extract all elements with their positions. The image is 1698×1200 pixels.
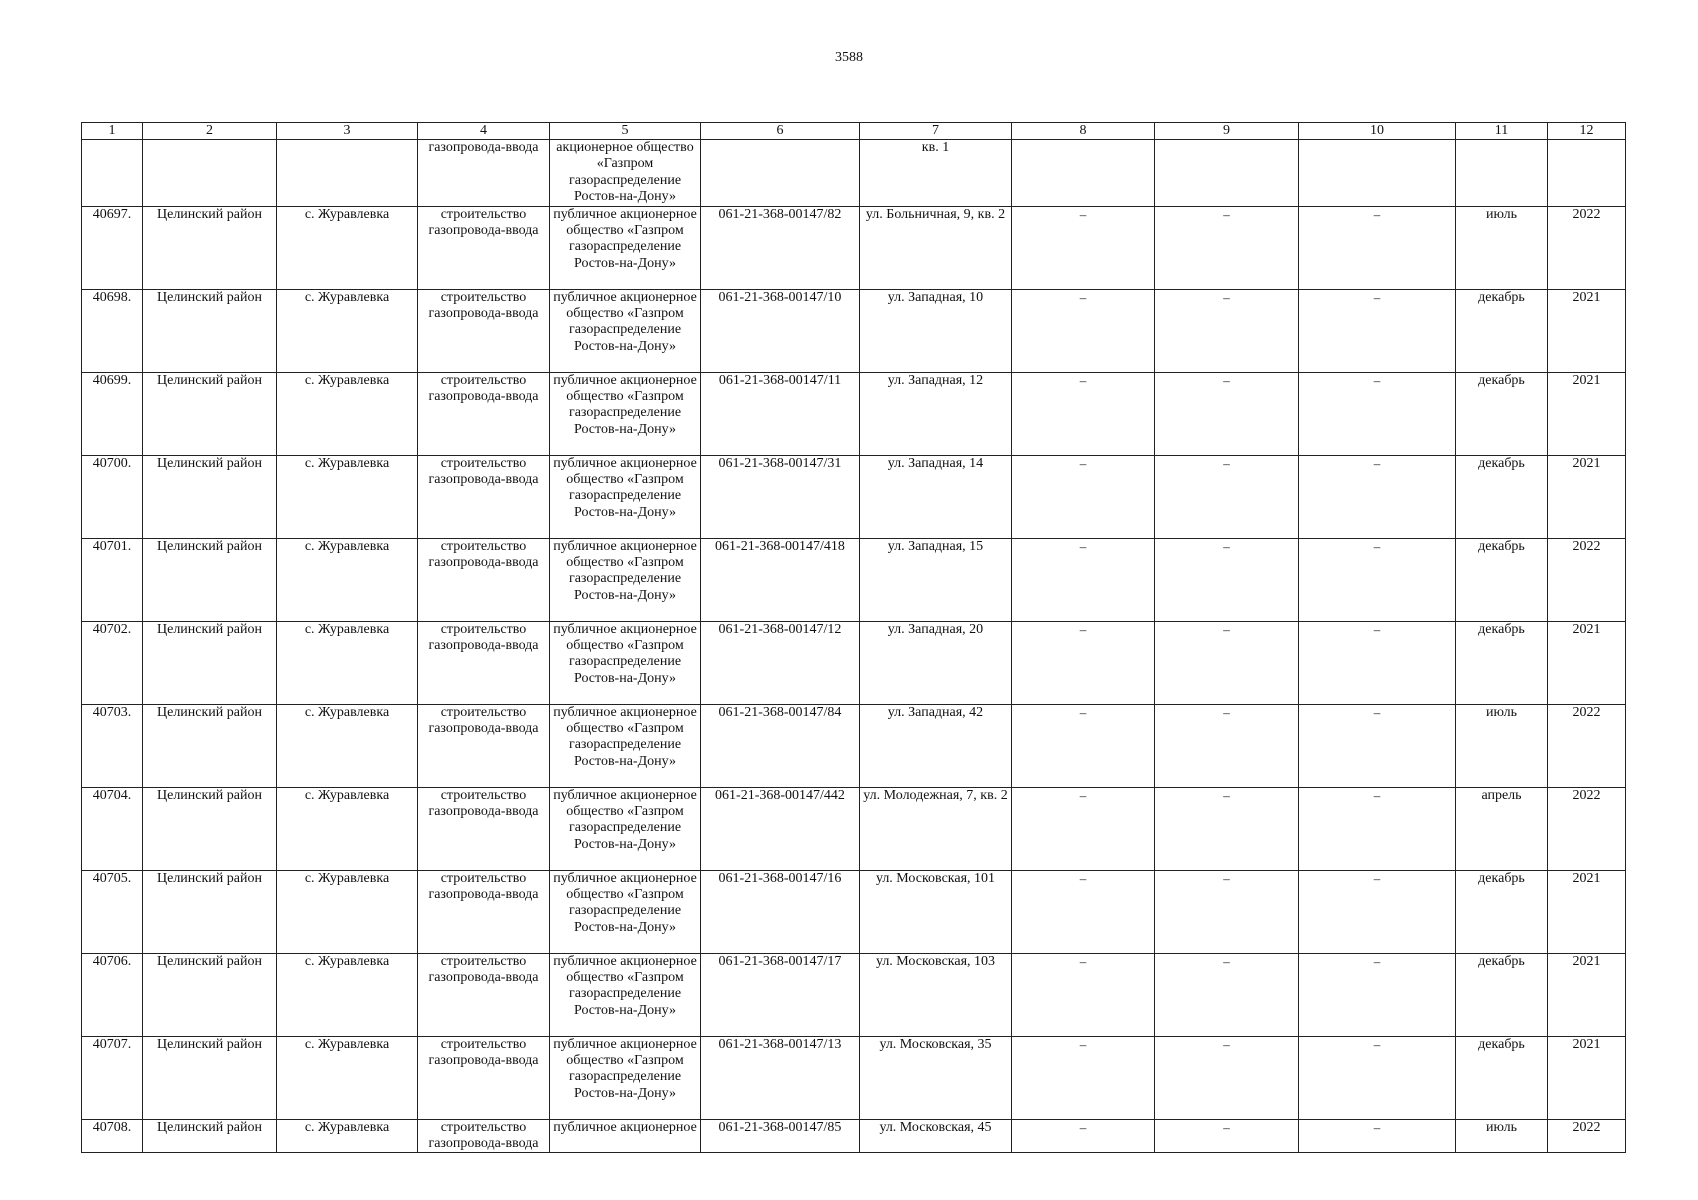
locality-cell: с. Журавлевка	[277, 455, 418, 538]
column-8-cell: –	[1012, 1119, 1155, 1153]
work-type-cell: строительство газопровода-ввода	[418, 455, 550, 538]
work-type-cell: строительство газопровода-ввода	[418, 704, 550, 787]
work-type-cell: строительство газопровода-ввода	[418, 870, 550, 953]
locality-cell: с. Журавлевка	[277, 1036, 418, 1119]
locality-cell: с. Журавлевка	[277, 1119, 418, 1153]
registration-number-cell: 061-21-368-00147/84	[701, 704, 860, 787]
row-number-cell: 40698.	[82, 289, 143, 372]
organization-cell: публичное акционерное	[550, 1119, 701, 1153]
address-cell: ул. Западная, 15	[860, 538, 1012, 621]
month-cell: июль	[1456, 704, 1548, 787]
column-10-cell: –	[1299, 870, 1456, 953]
registration-number-cell: 061-21-368-00147/11	[701, 372, 860, 455]
organization-cell: публичное акционерное общество «Газпром газораспределение Ростов-на-Дону»	[550, 538, 701, 621]
month-cell: апрель	[1456, 787, 1548, 870]
month-cell: декабрь	[1456, 538, 1548, 621]
district-cell: Целинский район	[143, 1119, 277, 1153]
row-number-cell: 40708.	[82, 1119, 143, 1153]
column-8-cell: –	[1012, 372, 1155, 455]
table-row	[82, 870, 1626, 953]
column-header: 3	[277, 123, 418, 140]
column-8-cell	[1012, 140, 1155, 207]
locality-cell: с. Журавлевка	[277, 289, 418, 372]
year-cell: 2021	[1548, 953, 1626, 1036]
table-row	[82, 538, 1626, 621]
district-cell: Целинский район	[143, 870, 277, 953]
row-number-cell: 40701.	[82, 538, 143, 621]
row-number-cell: 40707.	[82, 1036, 143, 1119]
column-8-cell: –	[1012, 870, 1155, 953]
column-10-cell: –	[1299, 206, 1456, 289]
locality-cell: с. Журавлевка	[277, 538, 418, 621]
district-cell	[143, 140, 277, 207]
district-cell: Целинский район	[143, 621, 277, 704]
address-cell: ул. Западная, 10	[860, 289, 1012, 372]
column-9-cell: –	[1155, 455, 1299, 538]
year-cell: 2022	[1548, 538, 1626, 621]
register-table	[81, 122, 1626, 1153]
table-row	[82, 1036, 1626, 1119]
month-cell: декабрь	[1456, 1036, 1548, 1119]
row-number-cell: 40700.	[82, 455, 143, 538]
column-8-cell: –	[1012, 455, 1155, 538]
district-cell: Целинский район	[143, 289, 277, 372]
column-10-cell	[1299, 140, 1456, 207]
row-number-cell: 40697.	[82, 206, 143, 289]
organization-cell: публичное акционерное общество «Газпром газораспределение Ростов-на-Дону»	[550, 870, 701, 953]
work-type-cell: строительство газопровода-ввода	[418, 1119, 550, 1153]
address-cell: ул. Западная, 14	[860, 455, 1012, 538]
district-cell: Целинский район	[143, 787, 277, 870]
table-row	[82, 787, 1626, 870]
locality-cell: с. Журавлевка	[277, 621, 418, 704]
table-row	[82, 704, 1626, 787]
year-cell: 2022	[1548, 1119, 1626, 1153]
table-row	[82, 140, 1626, 207]
locality-cell: с. Журавлевка	[277, 206, 418, 289]
header-row	[82, 123, 1626, 140]
address-cell: ул. Московская, 35	[860, 1036, 1012, 1119]
year-cell: 2021	[1548, 1036, 1626, 1119]
column-10-cell: –	[1299, 455, 1456, 538]
column-9-cell: –	[1155, 1036, 1299, 1119]
column-header: 5	[550, 123, 701, 140]
column-10-cell: –	[1299, 538, 1456, 621]
address-cell: ул. Московская, 45	[860, 1119, 1012, 1153]
work-type-cell: строительство газопровода-ввода	[418, 953, 550, 1036]
column-8-cell: –	[1012, 289, 1155, 372]
organization-cell: публичное акционерное общество «Газпром газораспределение Ростов-на-Дону»	[550, 953, 701, 1036]
locality-cell: с. Журавлевка	[277, 372, 418, 455]
column-8-cell: –	[1012, 953, 1155, 1036]
registration-number-cell: 061-21-368-00147/442	[701, 787, 860, 870]
column-9-cell: –	[1155, 372, 1299, 455]
district-cell: Целинский район	[143, 953, 277, 1036]
column-8-cell: –	[1012, 1036, 1155, 1119]
column-header: 6	[701, 123, 860, 140]
registration-number-cell: 061-21-368-00147/31	[701, 455, 860, 538]
row-number-cell: 40705.	[82, 870, 143, 953]
column-header: 8	[1012, 123, 1155, 140]
row-number-cell: 40704.	[82, 787, 143, 870]
column-header: 10	[1299, 123, 1456, 140]
table-row	[82, 455, 1626, 538]
work-type-cell: строительство газопровода-ввода	[418, 372, 550, 455]
column-10-cell: –	[1299, 787, 1456, 870]
column-9-cell: –	[1155, 1119, 1299, 1153]
address-cell: ул. Западная, 12	[860, 372, 1012, 455]
column-8-cell: –	[1012, 206, 1155, 289]
district-cell: Целинский район	[143, 372, 277, 455]
column-9-cell: –	[1155, 538, 1299, 621]
work-type-cell: строительство газопровода-ввода	[418, 206, 550, 289]
district-cell: Целинский район	[143, 538, 277, 621]
organization-cell: публичное акционерное общество «Газпром газораспределение Ростов-на-Дону»	[550, 289, 701, 372]
organization-cell: публичное акционерное общество «Газпром газораспределение Ростов-на-Дону»	[550, 621, 701, 704]
column-9-cell: –	[1155, 704, 1299, 787]
month-cell: декабрь	[1456, 372, 1548, 455]
organization-cell: акционерное общество «Газпром газораспределение Ростов-на-Дону»	[550, 140, 701, 207]
locality-cell: с. Журавлевка	[277, 787, 418, 870]
column-header: 2	[143, 123, 277, 140]
year-cell: 2022	[1548, 206, 1626, 289]
month-cell: декабрь	[1456, 455, 1548, 538]
work-type-cell: строительство газопровода-ввода	[418, 621, 550, 704]
column-header: 4	[418, 123, 550, 140]
column-9-cell: –	[1155, 206, 1299, 289]
column-header: 9	[1155, 123, 1299, 140]
column-header: 1	[82, 123, 143, 140]
table-row	[82, 953, 1626, 1036]
work-type-cell: газопровода-ввода	[418, 140, 550, 207]
column-9-cell: –	[1155, 870, 1299, 953]
registration-number-cell: 061-21-368-00147/10	[701, 289, 860, 372]
organization-cell: публичное акционерное общество «Газпром газораспределение Ростов-на-Дону»	[550, 206, 701, 289]
column-10-cell: –	[1299, 1036, 1456, 1119]
year-cell: 2021	[1548, 455, 1626, 538]
column-header: 11	[1456, 123, 1548, 140]
address-cell: ул. Западная, 42	[860, 704, 1012, 787]
year-cell	[1548, 140, 1626, 207]
locality-cell: с. Журавлевка	[277, 953, 418, 1036]
district-cell: Целинский район	[143, 206, 277, 289]
year-cell: 2021	[1548, 870, 1626, 953]
month-cell: декабрь	[1456, 289, 1548, 372]
month-cell: декабрь	[1456, 870, 1548, 953]
district-cell: Целинский район	[143, 455, 277, 538]
column-9-cell: –	[1155, 289, 1299, 372]
row-number-cell: 40703.	[82, 704, 143, 787]
address-cell: ул. Московская, 103	[860, 953, 1012, 1036]
column-8-cell: –	[1012, 538, 1155, 621]
column-10-cell: –	[1299, 372, 1456, 455]
column-10-cell: –	[1299, 621, 1456, 704]
row-number-cell: 40702.	[82, 621, 143, 704]
year-cell: 2022	[1548, 704, 1626, 787]
address-cell: кв. 1	[860, 140, 1012, 207]
work-type-cell: строительство газопровода-ввода	[418, 1036, 550, 1119]
month-cell: декабрь	[1456, 953, 1548, 1036]
registration-number-cell: 061-21-368-00147/13	[701, 1036, 860, 1119]
locality-cell: с. Журавлевка	[277, 704, 418, 787]
registration-number-cell: 061-21-368-00147/85	[701, 1119, 860, 1153]
district-cell: Целинский район	[143, 1036, 277, 1119]
year-cell: 2022	[1548, 787, 1626, 870]
month-cell	[1456, 140, 1548, 207]
address-cell: ул. Больничная, 9, кв. 2	[860, 206, 1012, 289]
table-row	[82, 289, 1626, 372]
registration-number-cell: 061-21-368-00147/17	[701, 953, 860, 1036]
registration-number-cell: 061-21-368-00147/12	[701, 621, 860, 704]
registration-number-cell: 061-21-368-00147/418	[701, 538, 860, 621]
organization-cell: публичное акционерное общество «Газпром газораспределение Ростов-на-Дону»	[550, 455, 701, 538]
column-8-cell: –	[1012, 621, 1155, 704]
organization-cell: публичное акционерное общество «Газпром газораспределение Ростов-на-Дону»	[550, 704, 701, 787]
month-cell: декабрь	[1456, 621, 1548, 704]
column-10-cell: –	[1299, 1119, 1456, 1153]
column-header: 7	[860, 123, 1012, 140]
column-10-cell: –	[1299, 289, 1456, 372]
table-row	[82, 206, 1626, 289]
month-cell: июль	[1456, 1119, 1548, 1153]
month-cell: июль	[1456, 206, 1548, 289]
row-number-cell: 40706.	[82, 953, 143, 1036]
row-number-cell	[82, 140, 143, 207]
table-row	[82, 621, 1626, 704]
year-cell: 2021	[1548, 289, 1626, 372]
column-9-cell: –	[1155, 953, 1299, 1036]
column-8-cell: –	[1012, 704, 1155, 787]
district-cell: Целинский район	[143, 704, 277, 787]
locality-cell	[277, 140, 418, 207]
column-10-cell: –	[1299, 953, 1456, 1036]
organization-cell: публичное акционерное общество «Газпром газораспределение Ростов-на-Дону»	[550, 787, 701, 870]
column-9-cell	[1155, 140, 1299, 207]
address-cell: ул. Молодежная, 7, кв. 2	[860, 787, 1012, 870]
registration-number-cell	[701, 140, 860, 207]
work-type-cell: строительство газопровода-ввода	[418, 787, 550, 870]
year-cell: 2021	[1548, 372, 1626, 455]
column-8-cell: –	[1012, 787, 1155, 870]
registration-number-cell: 061-21-368-00147/82	[701, 206, 860, 289]
table-row	[82, 1119, 1626, 1153]
registration-number-cell: 061-21-368-00147/16	[701, 870, 860, 953]
address-cell: ул. Московская, 101	[860, 870, 1012, 953]
work-type-cell: строительство газопровода-ввода	[418, 289, 550, 372]
address-cell: ул. Западная, 20	[860, 621, 1012, 704]
table-row	[82, 372, 1626, 455]
column-9-cell: –	[1155, 787, 1299, 870]
organization-cell: публичное акционерное общество «Газпром газораспределение Ростов-на-Дону»	[550, 372, 701, 455]
column-header: 12	[1548, 123, 1626, 140]
work-type-cell: строительство газопровода-ввода	[418, 538, 550, 621]
organization-cell: публичное акционерное общество «Газпром газораспределение Ростов-на-Дону»	[550, 1036, 701, 1119]
column-9-cell: –	[1155, 621, 1299, 704]
page-number: 3588	[835, 50, 863, 65]
year-cell: 2021	[1548, 621, 1626, 704]
row-number-cell: 40699.	[82, 372, 143, 455]
column-10-cell: –	[1299, 704, 1456, 787]
locality-cell: с. Журавлевка	[277, 870, 418, 953]
